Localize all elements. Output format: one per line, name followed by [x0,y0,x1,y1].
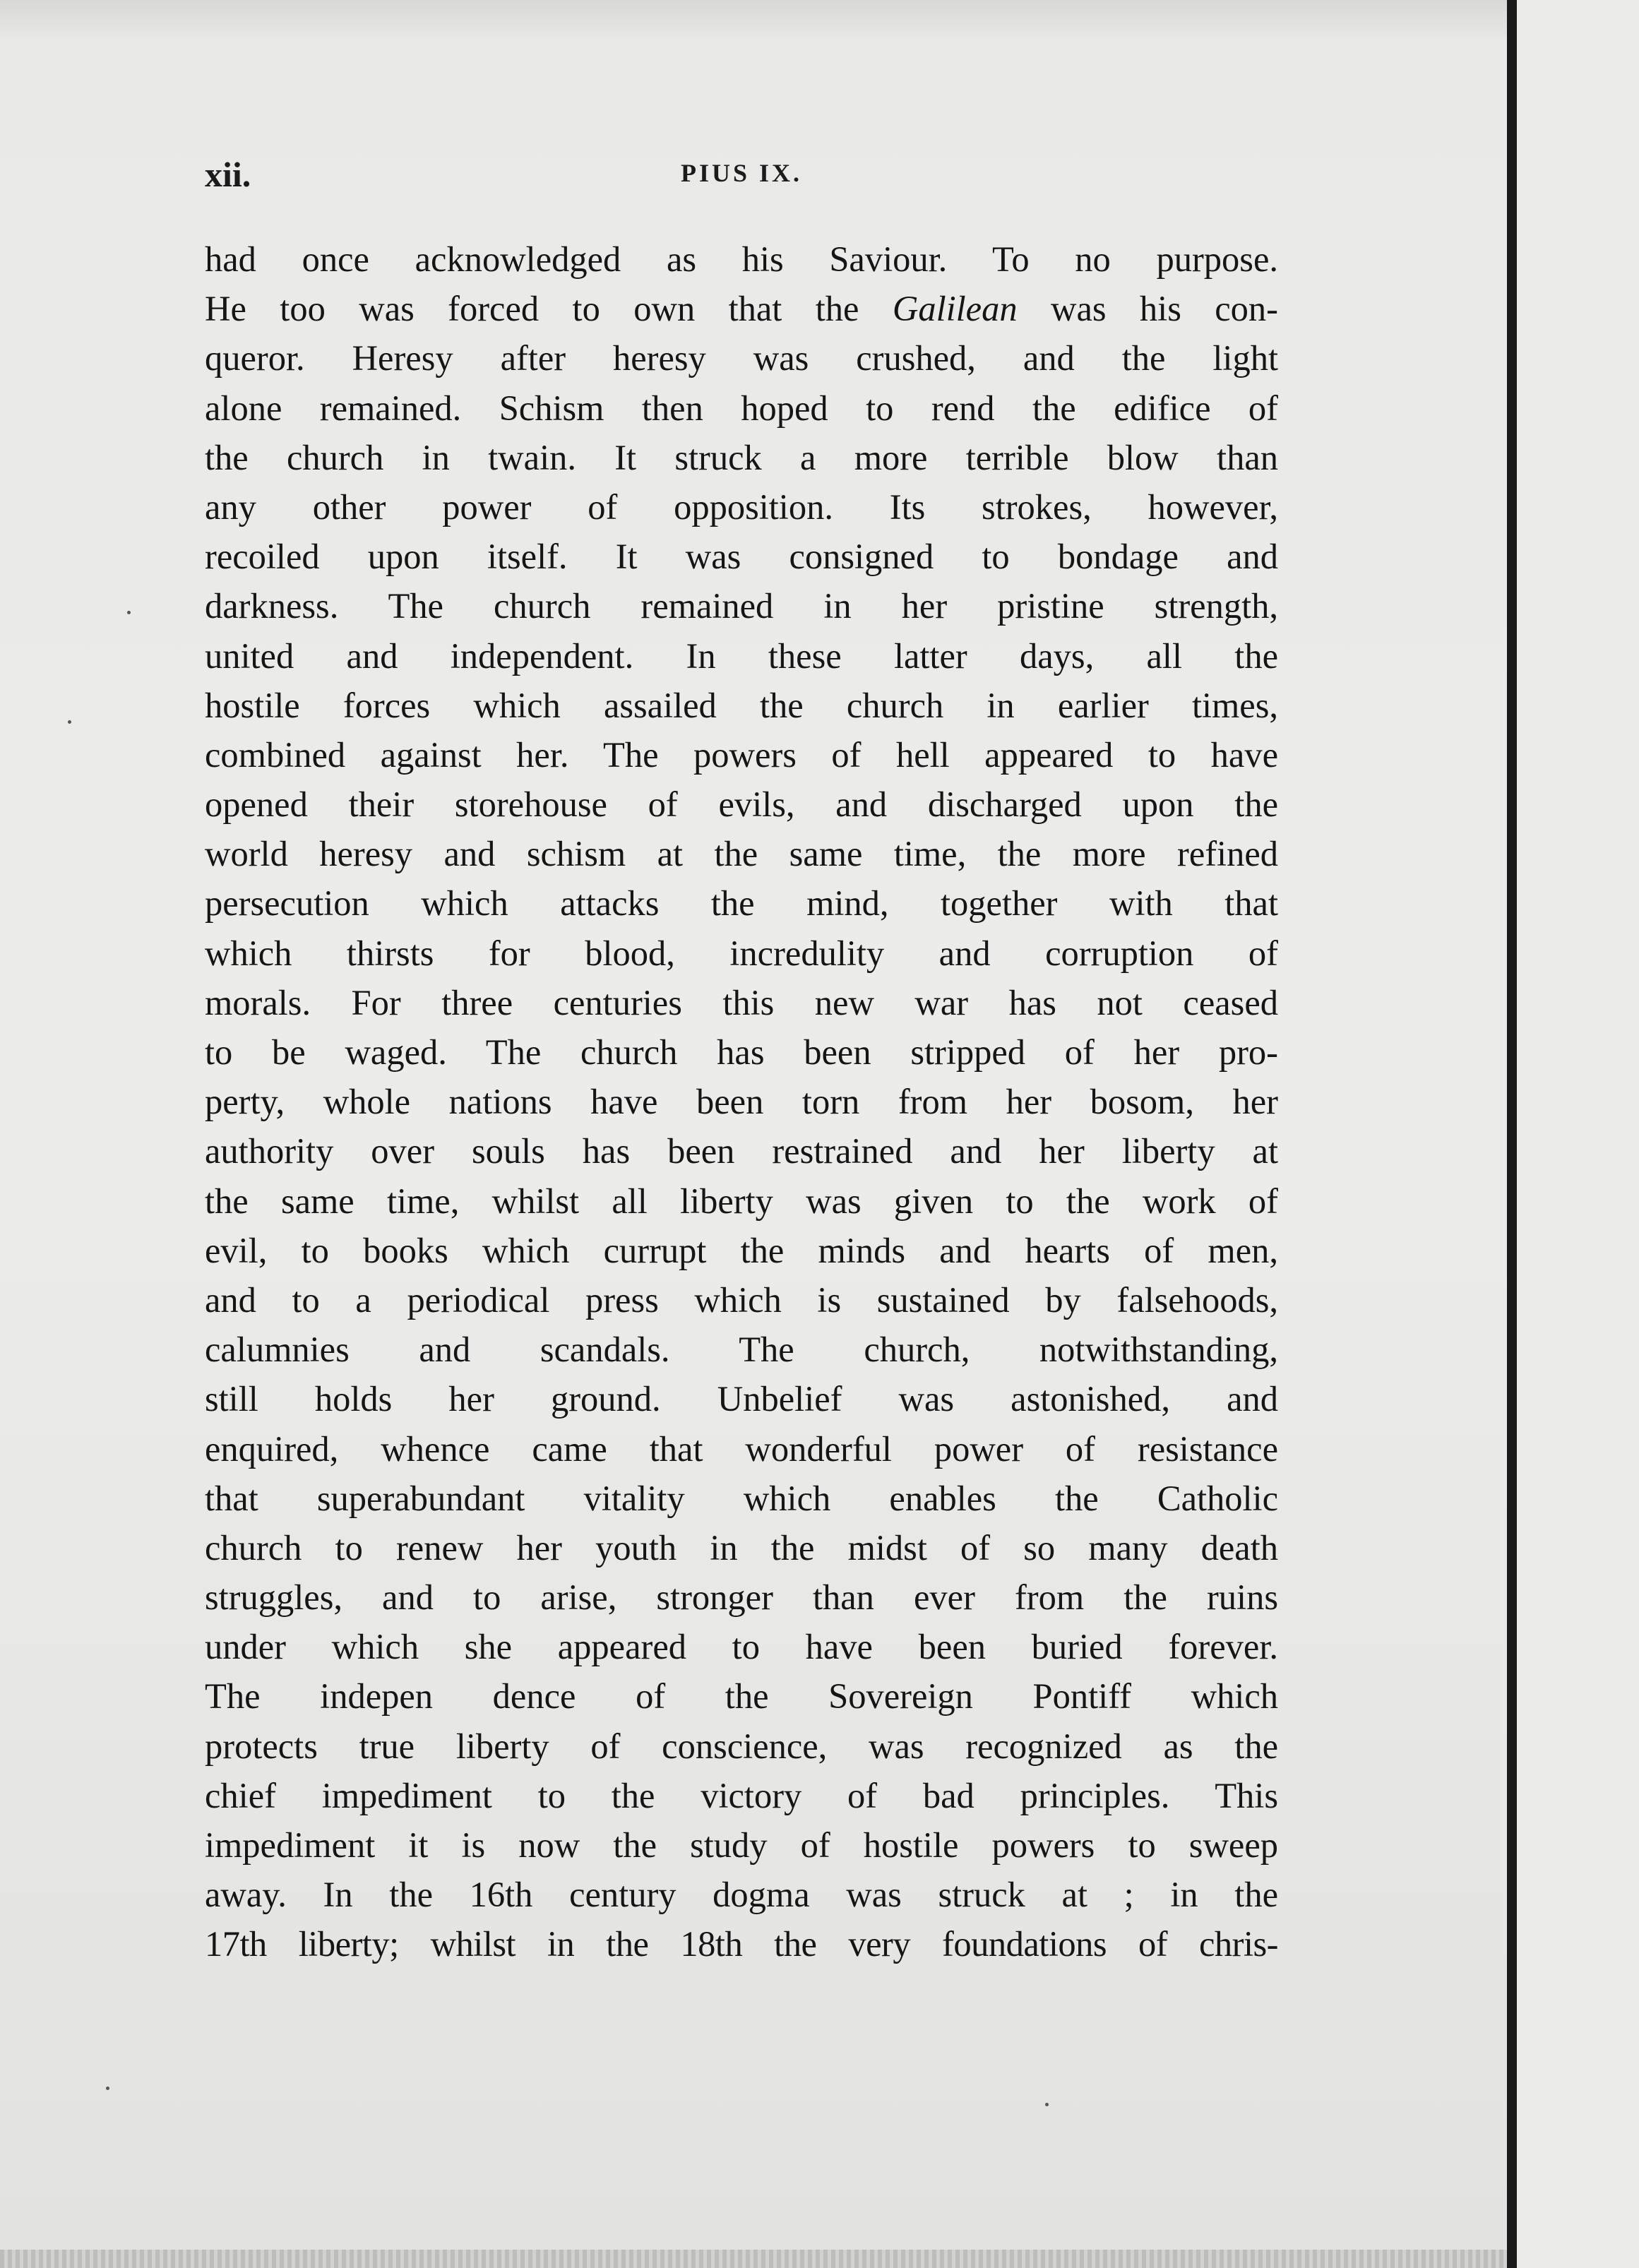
scan-speck [68,720,71,724]
page-number: xii. [205,155,251,194]
text-line: under which she appeared to have been buried forever. [205,1627,1278,1667]
text-line: chief impediment to the victory of bad principles. This [205,1775,1278,1815]
text-line [205,284,1278,333]
text-line: hostile forces which assailed the church in earlier times, [205,685,1278,725]
scan-speck [106,2087,109,2090]
text-line: darkness. The church remained in her pristine strength, [205,586,1278,626]
text-line: queror. Heresy after heresy was crushed, and the light [205,338,1278,378]
text-line: the same time, whilst all liberty was given to the work of [205,1181,1278,1221]
text-line: combined against her. The powers of hell appeared to have [205,734,1278,775]
text-line: struggles, and to arise, stronger than ever from the ruins [205,1577,1278,1618]
text-segment: He too was forced to own that the [205,289,893,329]
text-segment: was his con- [1017,289,1278,329]
text-line: perty, whole nations have been torn from her bosom, her [205,1082,1278,1122]
page-header [205,154,1278,203]
text-line: protects true liberty of conscience, was recognized as the [205,1726,1278,1766]
text-line: impediment it is now the study of hostile powers to sweep [205,1825,1278,1865]
text-line: evil, to books which currupt the minds and hearts of men, [205,1230,1278,1270]
text-line: the church in twain. It struck a more terrible blow than [205,437,1278,477]
text-line: still holds her ground. Unbelief was astonished, and [205,1379,1278,1419]
scan-speck [127,611,131,614]
text-line: had once acknowledged as his Saviour. To no purpose. [205,239,1278,279]
text-line: 17th liberty; whilst in the 18th the very foundations of chris- [205,1924,1278,1964]
text-line: to be waged. The church has been stripped of her pro- [205,1032,1278,1072]
text-line: authority over souls has been restrained and her liberty at [205,1131,1278,1171]
text-line: united and independent. In these latter days, all the [205,635,1278,676]
text-line: and to a periodical press which is sustained by falsehoods, [205,1279,1278,1320]
text-line: morals. For three centuries this new war has not ceased [205,982,1278,1022]
running-head: PIUS IX. [680,159,803,187]
text-line: The indepen dence of the Sovereign Pontiff which [205,1676,1278,1717]
italic-word: Galilean [892,289,1018,329]
outer-margin [1517,0,1639,2268]
text-line: opened their storehouse of evils, and discharged upon the [205,784,1278,825]
text-line: world heresy and schism at the same time, the more refined [205,834,1278,874]
text-line: away. In the 16th century dogma was struck at ; in the [205,1875,1278,1915]
text-line: church to renew her youth in the midst of so many death [205,1527,1278,1568]
text-line: that superabundant vitality which enables the Catholic [205,1478,1278,1518]
text-line: calumnies and scandals. The church, notwithstanding, [205,1330,1278,1370]
text-line: which thirsts for blood, incredulity and corruption of [205,933,1278,973]
text-line: recoiled upon itself. It was consigned to bondage and [205,537,1278,577]
text-line: any other power of opposition. Its strokes, however, [205,487,1278,527]
text-line: enquired, whence came that wonderful power of resistance [205,1428,1278,1469]
binding-shadow-line [1507,0,1517,2268]
body-text [205,234,1278,1969]
text-line: persecution which attacks the mind, together with that [205,883,1278,924]
page-bottom-edge [0,2250,1507,2268]
text-line: alone remained. Schism then hoped to rend the edifice of [205,388,1278,428]
scan-speck [1045,2103,1049,2106]
